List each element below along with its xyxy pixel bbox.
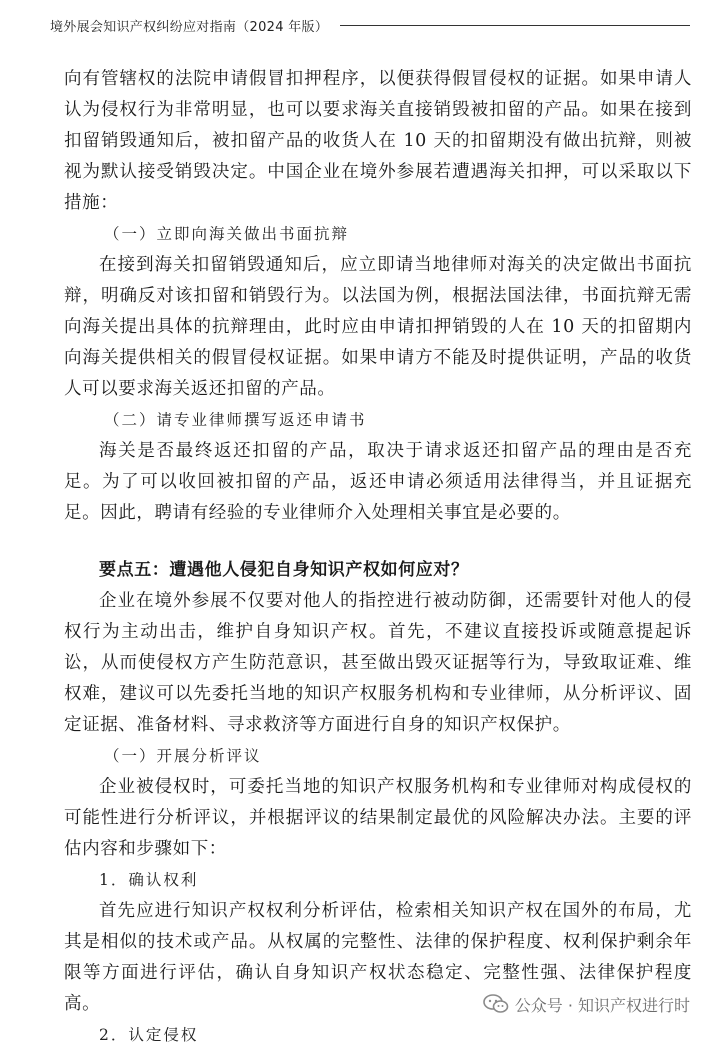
numbered-heading: 1．确认权利 (99, 871, 199, 889)
paragraph: 企业被侵权时，可委托当地的知识产权服务机构和专业律师对构成侵权的可能性进行分析评议，并根据评议的结果制定最优的风险解决办法。主要的评估内容和步骤如下： (64, 777, 692, 859)
watermark (479, 989, 694, 1019)
section-heading: 要点五：遭遇他人侵犯自身知识产权如何应对？ (99, 560, 469, 580)
header-rule (340, 25, 690, 26)
running-header (50, 14, 690, 36)
wechat-icon (483, 994, 509, 1014)
header-title: 境外展会知识产权纠纷应对指南（2024 年版） (50, 19, 329, 35)
subheading: （二）请专业律师撰写返还申请书 (104, 411, 367, 429)
document-body (64, 64, 692, 1051)
paragraph: 在接到海关扣留销毁通知后，应立即请当地律师对海关的决定做出书面抗辩，明确反对该扣留和销毁行为。以法国为例，根据法国法律，书面抗辩无需向海关提出具体的抗辩理由，此时应由申请扣押销毁的人在 10 天的扣留期内向海关提供相关的假冒侵权证据。如果申请方不能及时提供证明，产品的收货人可以要求海关返还扣留的产品。 (64, 255, 692, 399)
subheading: （一）开展分析评议 (104, 747, 262, 765)
paragraph: 海关是否最终返还扣留的产品，取决于请求返还扣留产品的理由是否充足。为了可以收回被扣留的产品，返还申请必须适用法律得当，并且证据充足。因此，聘请有经验的专业律师介入处理相关事宜是必要的。 (64, 441, 692, 523)
numbered-heading: 2．认定侵权 (99, 1026, 199, 1044)
paragraph: 首先应进行知识产权权利分析评估，检索相关知识产权在国外的布局，尤其是相似的技术或产品。从权属的完整性、法律的保护程度、权利保护剩余年限等方面进行评估，确认自身知识产权状态稳定、完整性强、法律保护程度高。 (64, 901, 692, 1014)
subheading: （一）立即向海关做出书面抗辩 (104, 225, 350, 243)
paragraph: 向有管辖权的法院申请假冒扣押程序，以便获得假冒侵权的证据。如果申请人认为侵权行为非常明显，也可以要求海关直接销毁被扣留的产品。如果在接到扣留销毁通知后，被扣留产品的收货人在 10 天的扣留期没有做出抗辩，则被视为默认接受销毁决定。中国企业在境外参展若遭遇海关扣押，可以采取以下措施： (64, 69, 692, 213)
watermark-text: 公众号 · 知识产权进行时 (514, 995, 690, 1015)
paragraph: 企业在境外参展不仅要对他人的指控进行被动防御，还需要针对他人的侵权行为主动出击，维护自身知识产权。首先，不建议直接投诉或随意提起诉讼，从而使侵权方产生防范意识，甚至做出毁灭证据等行为，导致取证难、维权难，建议可以先委托当地的知识产权服务机构和专业律师，从分析评议、固定证据、准备材料、寻求救济等方面进行自身的知识产权保护。 (64, 591, 692, 735)
